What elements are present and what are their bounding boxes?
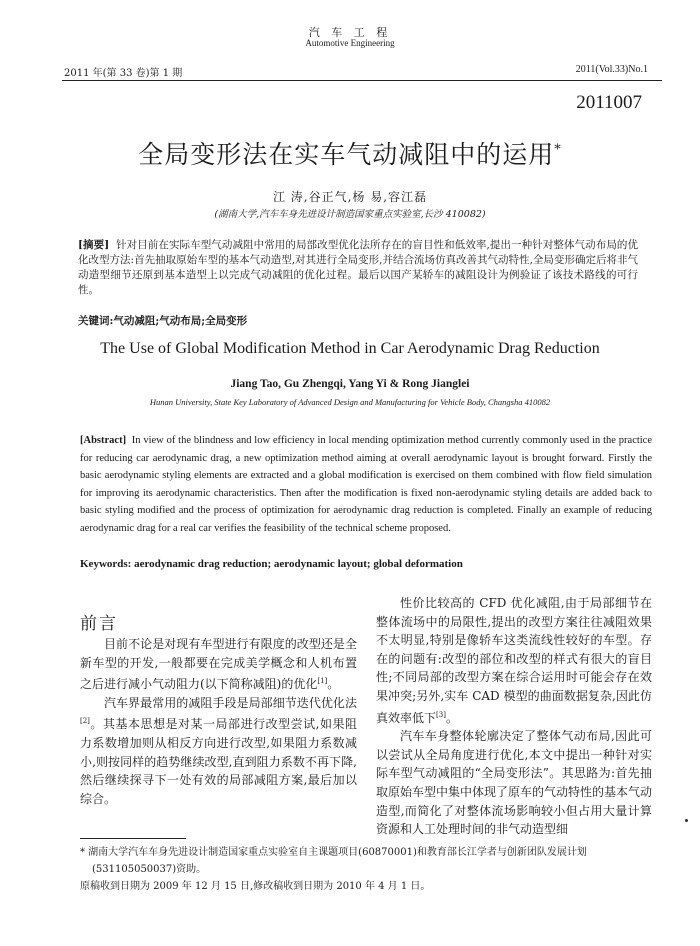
footnote-rule bbox=[80, 838, 186, 839]
citation-ref: [1] bbox=[317, 677, 328, 686]
body-text: 性价比较高的 CFD 优化减阻,由于局部细节在整体流场中的局限性,提出的改型方案往往减阻效果不太明显,特别是像轿车这类流线性较好的车型。存在的问题有:改型的部位和改型的样式有很大的盲目性;不同局部的改型方案在综合运用时可能会存在效果冲突;另外,实车 CAD 模型的曲面数据复杂,因此仿真效率低下 bbox=[376, 596, 652, 725]
body-text: 。 bbox=[327, 677, 340, 692]
header-rule bbox=[62, 80, 662, 81]
body-paragraph bbox=[80, 635, 357, 694]
body-paragraph bbox=[376, 594, 652, 727]
affiliation-en: Hunan University, State Key Laboratory of Advanced Design and Manufacturing for Vehicle Body, Changsha 410082 bbox=[149, 397, 551, 407]
journal-title-cn: 汽 车 工 程 bbox=[308, 26, 392, 39]
paper-title-cn-text: 全局变形法在实车气动减阻中的运用 bbox=[138, 140, 555, 169]
body-column-left bbox=[80, 635, 357, 808]
authors-cn: 江 涛,谷正气,杨 易,容江磊 bbox=[272, 190, 428, 204]
footnote-received: 原稿收到日期为 2009 年 12 月 15 日,修改稿收到日期为 2010 年 4 月 1 日。 bbox=[80, 881, 431, 892]
paper-title-en: The Use of Global Modification Method in Car Aerodynamic Drag Reduction bbox=[100, 340, 600, 357]
citation-ref: [2] bbox=[80, 717, 90, 726]
body-text: 。其基本思想是对某一局部进行改型尝试,如果阻力系数增加则从相反方向进行改型,如果阻力系数减小,则按同样的趋势继续改型,直到阻力系数不再下降,然后继续探寻下一处有效的局部减阻方案,最后加以综合。 bbox=[80, 717, 357, 806]
footnote bbox=[80, 844, 652, 895]
section-heading-preface: 前言 bbox=[80, 614, 118, 634]
keywords-en: Keywords: aerodynamic drag reduction; aerodynamic layout; global deformation bbox=[80, 558, 463, 570]
citation-ref: [3] bbox=[436, 710, 446, 719]
body-text: 。 bbox=[445, 710, 458, 725]
affiliation-cn: (湖南大学,汽车车身先进设计制造国家重点实验室,长沙 410082) bbox=[214, 209, 486, 220]
body-paragraph: 汽车车身整体轮廓决定了整体气动布局,因此可以尝试从全局角度进行优化,本文中提出一种针对实际车型气动减阻的“全局变形法”。其思路为:首先抽取原始车型中集中体现了原车的气动特性的基本气动造型,而简化了对整体流场影响较小但占用大量计算资源和人工处理时间的非气动造型细 bbox=[376, 729, 653, 837]
body-text: 汽车界最常用的减阻手段是局部细节迭代优化法 bbox=[104, 695, 357, 710]
paper-title-cn bbox=[0, 135, 700, 171]
document-number: 2011007 bbox=[576, 92, 642, 113]
footnote-funding-cont: (531105050037)资助。 bbox=[92, 864, 207, 875]
journal-title-en: Automotive Engineering bbox=[305, 38, 395, 48]
body-text: 目前不论是对现有车型进行有限度的改型还是全新车型的开发,一般都要在完成美学概念和人机布置之后进行减小气动阻力(以下简称减阻)的优化 bbox=[80, 637, 357, 692]
issue-info-cn: 2011 年(第 33 卷)第 1 期 bbox=[64, 68, 183, 79]
abstract-en-text: In view of the blindness and low efficiency in local mending optimization method currently commonly used in the practice for reducing car aerodynamic drag, a new optimization method aiming at overall aerodynamic layout is brought forward. Firstly the basic aerodynamic styling elements are extracted and a global modification is exercised on them combined with flow field simulation for improving its aerodynamic characteristics. Then after the modification is fixed non-aerodynamic styling details are added back to basic styling modified and the process of optimization for aerodynamic drag reduction is completed. Finally an example of reducing aerodynamic drag for a real car verifies the feasibility of the technical scheme proposed. bbox=[80, 435, 653, 534]
body-paragraph bbox=[80, 694, 357, 809]
abstract-en-label: [Abstract] bbox=[80, 435, 127, 446]
keywords-cn: 关键词:气动减阻;气动布局;全局变形 bbox=[78, 315, 248, 327]
abstract-cn-label: [摘要] bbox=[78, 239, 110, 251]
stray-dot bbox=[685, 819, 688, 822]
abstract-cn bbox=[78, 238, 638, 298]
authors-en: Jiang Tao, Gu Zhengqi, Yang Yi & Rong Jianglei bbox=[230, 378, 470, 390]
title-footnote-mark: * bbox=[554, 142, 562, 158]
body-column-right bbox=[376, 594, 652, 839]
abstract-cn-text: 针对目前在实际车型气动减阻中常用的局部改型优化法所存在的盲目性和低效率,提出一种针对整体气动布局的优化改型方法:首先抽取原始车型的基本气动造型,对其进行全局变形,并结合流场仿真改善其气动特性,全局变形确定后将非气动造型细节还原到基本造型上以完成气动减阻的优化过程。最后以国产某轿车的减阻设计为例验证了该技术路线的可行性。 bbox=[78, 239, 638, 296]
footnote-funding: * 湖南大学汽车车身先进设计制造国家重点实验室自主课题项目(60870001)和教育部长江学者与创新团队发展计划 bbox=[80, 847, 587, 858]
abstract-en bbox=[80, 432, 652, 537]
issue-info-en: 2011(Vol.33)No.1 bbox=[575, 64, 648, 75]
